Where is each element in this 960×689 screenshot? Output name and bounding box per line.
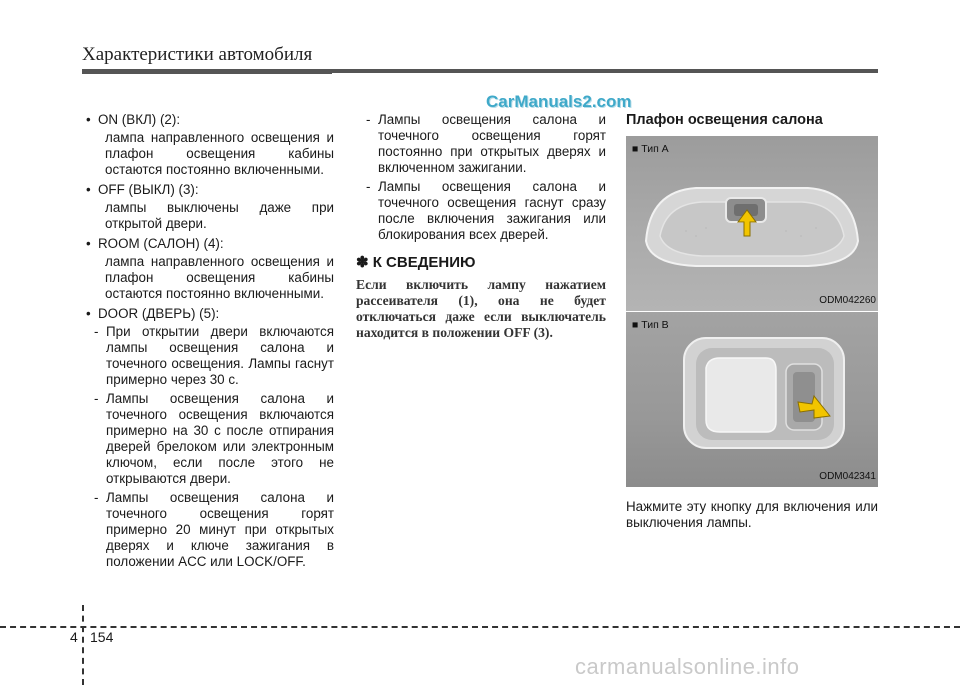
dome-lamp-a-illustration bbox=[626, 136, 878, 311]
list-item: • ON (ВКЛ) (2): bbox=[86, 112, 181, 127]
chapter-number: 4 bbox=[70, 629, 78, 645]
footer-divider bbox=[82, 605, 84, 685]
photo-type-b-code: ODM042341 bbox=[819, 471, 876, 482]
sub-item: - Лампы освещения салона и точечного освещения горят примерно 20 минут при открытых дверях и ключе зажигания в положении ACC или LOCK/OFF. bbox=[94, 490, 334, 569]
sub-item: - Лампы освещения салона и точечного освещения гаснут сразу после включения зажигания или блокирования всех дверей. bbox=[366, 179, 606, 242]
right-column bbox=[626, 112, 878, 531]
header-rule-thin bbox=[82, 73, 332, 74]
photo-caption: Нажмите эту кнопку для включения или выключения лампы. bbox=[626, 499, 878, 530]
middle-column bbox=[356, 112, 606, 341]
footer-rule bbox=[0, 626, 960, 628]
watermark-bottom: carmanualsonline.info bbox=[575, 654, 800, 679]
page-header-title: Характеристики автомобиля bbox=[82, 44, 313, 65]
sub-item: - Лампы освещения салона и точечного освещения включаются примерно на 30 с после отпирания дверей брелоком или электронным ключом, если после этого не открываются двери. bbox=[94, 391, 334, 486]
photo-type-a-label: ■ Тип А bbox=[632, 143, 669, 155]
photo-type-a-code: ODM042260 bbox=[819, 295, 876, 306]
list-item: • ROOM (САЛОН) (4): bbox=[86, 236, 224, 251]
photo-type-b-label: ■ Тип В bbox=[632, 319, 669, 331]
item-description: лампы выключены даже при открытой двери. bbox=[105, 200, 334, 231]
item-description: лампа направленного освещения и плафон освещения кабины остаются постоянно включенными. bbox=[105, 130, 334, 177]
left-column bbox=[86, 112, 334, 573]
info-body: Если включить лампу нажатием рассеивателя (1), она не будет отключаться даже если выключатель находится в положении OFF (3). bbox=[356, 277, 606, 340]
photo-type-a bbox=[626, 136, 878, 311]
item-description: лампа направленного освещения и плафон освещения кабины остаются постоянно включенными. bbox=[105, 254, 334, 301]
info-heading: ✽ К СВЕДЕНИЮ bbox=[356, 254, 476, 271]
photo-type-b bbox=[626, 312, 878, 487]
list-item: • OFF (ВЫКЛ) (3): bbox=[86, 182, 199, 197]
watermark-top: CarManuals2.com bbox=[486, 92, 632, 111]
sub-item: - При открытии двери включаются лампы освещения салона и точечного освещения. Лампы гаснут примерно через 30 с. bbox=[94, 324, 334, 387]
list-item: • DOOR (ДВЕРЬ) (5): bbox=[86, 306, 220, 321]
dome-lamp-b-illustration bbox=[626, 312, 878, 487]
section-title: Плафон освещения салона bbox=[626, 112, 823, 128]
page-number: 154 bbox=[90, 629, 114, 645]
sub-item: - Лампы освещения салона и точечного освещения горят постоянно при открытых дверях и включенном зажигании. bbox=[366, 112, 606, 175]
